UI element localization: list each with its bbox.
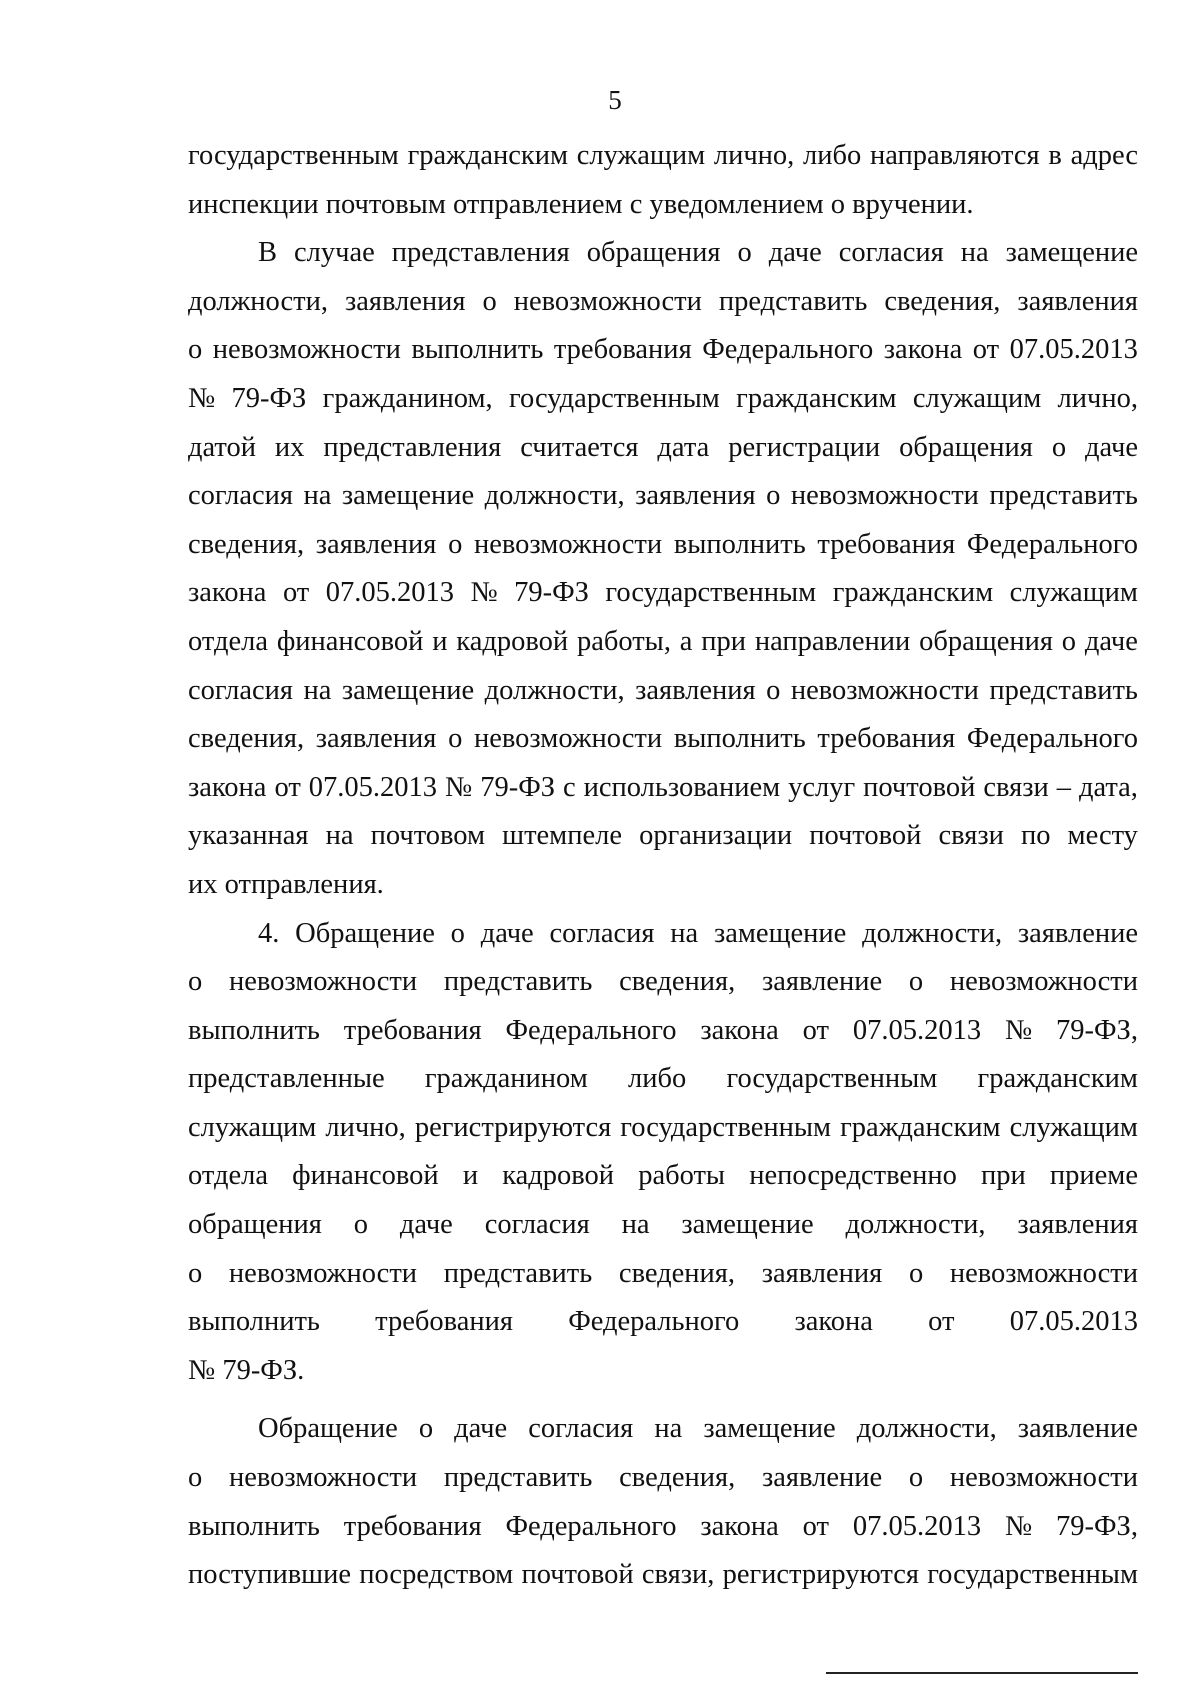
text-line xyxy=(188,278,1138,327)
line-word: на xyxy=(303,674,332,706)
line-word: согласия xyxy=(188,674,294,706)
line-word: невозможности xyxy=(949,1462,1138,1494)
line-word: заявления xyxy=(344,285,466,317)
line-word: Федерального xyxy=(568,1306,740,1338)
line-word: заявление xyxy=(1017,1413,1138,1445)
line-word: от xyxy=(972,334,1000,366)
line-word: требования xyxy=(343,1014,482,1046)
line-word: невозможности xyxy=(513,285,702,317)
line-word: 07.05.2013 xyxy=(852,1510,982,1542)
line-word: выполнить xyxy=(411,334,544,366)
line-word: № xyxy=(470,577,498,609)
line-word: служащим xyxy=(912,382,1042,414)
line-word: обращения xyxy=(899,431,1033,463)
line-word: о xyxy=(188,334,203,366)
text-line xyxy=(188,424,1138,473)
line-word: гражданским xyxy=(840,1111,1001,1143)
line-word: согласия xyxy=(188,480,294,512)
line-word: согласия xyxy=(528,1413,634,1445)
line-word: заявление xyxy=(762,966,883,998)
line-word: сведения, xyxy=(619,966,736,998)
line-word: № xyxy=(445,771,473,803)
text-line xyxy=(188,958,1138,1007)
line-word: сведения, xyxy=(619,1462,736,1494)
line-word: 07.05.2013 xyxy=(1009,1306,1138,1338)
line-word: даче xyxy=(480,917,534,949)
line-word: 79-ФЗ, xyxy=(1056,1510,1138,1542)
line-word: при xyxy=(980,1160,1026,1192)
line-word: регистрируются xyxy=(722,1559,919,1591)
line-word: 79-ФЗ xyxy=(514,577,589,609)
line-word: замещение xyxy=(341,674,475,706)
line-word: № 79-ФЗ. xyxy=(188,1354,305,1386)
line-word: № xyxy=(188,382,216,414)
line-word: даче xyxy=(399,1209,453,1241)
line-word: даче xyxy=(1084,431,1138,463)
line-word: 79-ФЗ xyxy=(480,771,555,803)
line-word: сведения, xyxy=(618,1257,736,1289)
line-word: должности, xyxy=(862,917,1003,949)
text-line xyxy=(188,1104,1138,1153)
line-word: почтовой xyxy=(521,1559,634,1591)
line-word: работы, xyxy=(576,625,671,657)
line-word: случае xyxy=(294,237,375,269)
line-word: о xyxy=(908,1462,924,1494)
line-word: поступившие xyxy=(188,1559,351,1591)
line-word: связи, xyxy=(641,1559,715,1591)
line-word: согласия xyxy=(484,1209,590,1241)
line-word: 07.05.2013 xyxy=(308,771,438,803)
line-word: финансовой xyxy=(276,625,424,657)
line-word: лично, xyxy=(325,1111,406,1143)
line-word: почтовой xyxy=(863,771,976,803)
line-word: от xyxy=(928,1306,955,1338)
text-line xyxy=(188,1551,1138,1600)
text-line xyxy=(188,521,1138,570)
text-line xyxy=(188,229,1138,278)
line-word: работы xyxy=(638,1160,726,1192)
line-word: о xyxy=(188,1257,203,1289)
text-line xyxy=(188,472,1138,521)
line-word: гражданином xyxy=(424,1063,588,1095)
line-word: о xyxy=(482,285,497,317)
line-word: представленные xyxy=(188,1063,385,1095)
line-word: государственным xyxy=(620,1111,832,1143)
line-word: и xyxy=(432,625,448,657)
line-word: представить xyxy=(989,480,1138,512)
line-word: заявления xyxy=(1017,1209,1138,1241)
text-line xyxy=(188,375,1138,424)
line-word: адрес xyxy=(1070,140,1138,171)
line-word: должности, xyxy=(484,674,625,706)
line-word: на xyxy=(325,820,354,852)
line-word: невозможности xyxy=(474,528,663,560)
text-line xyxy=(188,812,1138,861)
line-word: гражданином, xyxy=(322,382,493,414)
line-word: выполнить xyxy=(188,1306,320,1338)
line-word: о xyxy=(448,723,463,755)
line-word: указанная xyxy=(188,820,309,852)
line-word: Федерального xyxy=(966,723,1138,755)
line-word: 07.05.2013 xyxy=(852,1014,982,1046)
line-word: обращения xyxy=(919,625,1053,657)
line-word: 79-ФЗ, xyxy=(1056,1014,1138,1046)
line-word: посредством xyxy=(359,1559,514,1591)
line-word: требования xyxy=(817,723,956,755)
line-word: Федерального xyxy=(966,528,1138,560)
line-word: лично, xyxy=(1057,382,1138,414)
paragraph-gap xyxy=(188,1395,1138,1405)
line-word: закона xyxy=(188,577,267,609)
text-line xyxy=(188,1055,1138,1104)
line-word: о xyxy=(188,1462,203,1494)
line-word: – xyxy=(1056,771,1071,803)
line-word: направлении xyxy=(754,625,911,657)
line-word: требования xyxy=(375,1306,513,1338)
text-line xyxy=(188,1007,1138,1056)
line-word: представить xyxy=(718,285,868,317)
line-word: выполнить xyxy=(188,1014,320,1046)
line-word: закона xyxy=(188,771,267,803)
line-word: связи xyxy=(983,771,1049,803)
line-word: сведения, xyxy=(188,723,305,755)
line-word: государственным xyxy=(509,382,720,414)
line-word: на xyxy=(960,237,989,269)
line-word: от xyxy=(274,771,301,803)
text-line xyxy=(188,861,1138,910)
line-word: требования xyxy=(817,528,956,560)
line-word: услуг xyxy=(788,771,856,803)
line-word: невозможности xyxy=(949,966,1138,998)
line-word: представить xyxy=(443,966,593,998)
line-word: при xyxy=(701,625,747,657)
line-word: регистрируются xyxy=(414,1111,612,1143)
line-word: невозможности xyxy=(229,1462,418,1494)
line-word: согласия xyxy=(838,237,944,269)
line-word: а xyxy=(679,625,693,657)
line-word: о xyxy=(766,480,781,512)
line-word: требования xyxy=(343,1510,482,1542)
line-word: выполнить xyxy=(673,723,806,755)
line-word: замещение xyxy=(713,917,847,949)
text-line xyxy=(188,569,1138,618)
line-word: должности, xyxy=(188,285,328,317)
line-word: замещение xyxy=(703,1413,836,1445)
line-word: гражданским xyxy=(832,577,994,609)
line-word: о xyxy=(1061,625,1077,657)
text-line xyxy=(188,764,1138,813)
line-word: организации xyxy=(639,820,793,852)
line-word: должности, xyxy=(845,1209,986,1241)
line-word: кадровой xyxy=(502,1160,615,1192)
line-word: инспекции почтовым отправлением с уведомлением о вручении. xyxy=(188,188,974,220)
line-word: гражданским xyxy=(407,140,569,171)
line-word: государственным xyxy=(188,140,399,171)
line-word: регистрации xyxy=(728,431,881,463)
line-word: представить xyxy=(989,674,1138,706)
line-word: месту xyxy=(1067,820,1138,852)
line-word: Обращение xyxy=(295,917,435,949)
line-word: заявление xyxy=(762,1462,883,1494)
line-word: невозможности xyxy=(949,1257,1138,1289)
line-word: с xyxy=(562,771,576,803)
line-word: почтовом xyxy=(370,820,486,852)
line-word: невозможности xyxy=(228,1257,418,1289)
line-word: требования xyxy=(553,334,692,366)
line-word: выполнить xyxy=(188,1510,320,1542)
line-word: дата, xyxy=(1078,771,1138,803)
line-word: замещение xyxy=(681,1209,814,1241)
line-word: их отправления. xyxy=(188,868,384,900)
text-line xyxy=(188,1250,1138,1299)
line-word: невозможности xyxy=(790,480,979,512)
line-word: закона xyxy=(883,334,963,366)
line-word: на xyxy=(670,917,699,949)
line-word: от xyxy=(282,577,310,609)
line-word: либо xyxy=(628,1063,687,1095)
line-word: отдела xyxy=(188,625,268,657)
line-word: государственным xyxy=(605,577,817,609)
line-word: 4. xyxy=(258,917,280,949)
line-word: невозможности xyxy=(229,966,418,998)
line-word: использованием xyxy=(583,771,781,803)
line-word: и xyxy=(462,1160,479,1192)
line-word: даче xyxy=(454,1413,508,1445)
line-word: финансовой xyxy=(292,1160,439,1192)
line-word: служащим xyxy=(1009,577,1138,609)
line-word: служащим xyxy=(188,1111,317,1143)
line-word: о xyxy=(448,528,463,560)
line-word: на xyxy=(654,1413,683,1445)
line-word: их xyxy=(274,431,305,463)
line-word: о xyxy=(353,1209,368,1241)
text-line xyxy=(188,1152,1138,1201)
line-word: датой xyxy=(188,431,256,463)
line-word: обращения xyxy=(586,237,721,269)
line-word: о xyxy=(908,1257,924,1289)
line-word: заявление xyxy=(1017,917,1138,949)
line-word: 07.05.2013 xyxy=(1009,334,1138,366)
line-word: заявления xyxy=(635,480,756,512)
line-word: отдела xyxy=(188,1160,268,1192)
line-word: невозможности xyxy=(212,334,401,366)
line-word: должности, xyxy=(484,480,625,512)
line-word: представить xyxy=(443,1257,593,1289)
line-word: 79-ФЗ xyxy=(231,382,307,414)
line-word: о xyxy=(188,966,203,998)
line-word: № xyxy=(1004,1014,1033,1046)
line-word: заявления xyxy=(315,723,437,755)
line-word: согласия xyxy=(549,917,655,949)
line-word: о xyxy=(418,1413,434,1445)
line-word: приеме xyxy=(1049,1160,1138,1192)
line-word: о xyxy=(737,237,752,269)
line-word: государственным xyxy=(927,1559,1138,1591)
line-word: даче xyxy=(768,237,822,269)
line-word: представить xyxy=(443,1462,593,1494)
line-word: Федерального xyxy=(505,1014,677,1046)
line-word: штемпеле xyxy=(502,820,622,852)
line-word: сведения, xyxy=(884,285,1001,317)
line-word: № xyxy=(1004,1510,1033,1542)
line-word: замещение xyxy=(1005,237,1138,269)
line-word: гражданским xyxy=(977,1063,1138,1095)
line-word: лично, xyxy=(713,140,795,171)
line-word: от xyxy=(802,1510,830,1542)
text-line xyxy=(188,1201,1138,1250)
line-word: дата xyxy=(657,431,710,463)
line-word: заявления xyxy=(761,1257,883,1289)
line-word: либо xyxy=(803,140,862,171)
line-word: по xyxy=(1020,820,1051,852)
line-word: обращения xyxy=(188,1209,322,1241)
line-word: закона xyxy=(794,1306,873,1338)
line-word: непосредственно xyxy=(749,1160,957,1192)
text-line xyxy=(188,181,1138,230)
line-word: замещение xyxy=(341,480,475,512)
text-line xyxy=(188,1405,1138,1454)
line-word: в xyxy=(1048,140,1062,171)
line-word: о xyxy=(908,966,924,998)
line-word: гражданским xyxy=(736,382,897,414)
line-word: Федерального xyxy=(505,1510,677,1542)
text-line xyxy=(188,1298,1138,1347)
line-word: Федерального xyxy=(702,334,874,366)
line-word: государственным xyxy=(726,1063,938,1095)
line-word: невозможности xyxy=(790,674,979,706)
line-word: кадровой xyxy=(456,625,569,657)
line-word: служащим xyxy=(1009,1111,1138,1143)
text-line xyxy=(188,667,1138,716)
line-word: служащим xyxy=(576,140,706,171)
text-line xyxy=(188,910,1138,959)
document-body xyxy=(188,132,1138,1600)
line-word: закона xyxy=(700,1014,779,1046)
line-word: о xyxy=(1051,431,1067,463)
line-word: почтовой xyxy=(809,820,922,852)
line-word: считается xyxy=(520,431,639,463)
line-word: представления xyxy=(323,431,502,463)
line-word: заявления xyxy=(1017,285,1138,317)
line-word: от xyxy=(802,1014,830,1046)
line-word: Обращение xyxy=(258,1413,398,1445)
line-word: на xyxy=(621,1209,650,1241)
page-number: 5 xyxy=(608,85,622,115)
line-word: на xyxy=(303,480,332,512)
text-line xyxy=(188,715,1138,764)
text-line xyxy=(188,618,1138,667)
text-line xyxy=(188,1347,1138,1396)
line-word: выполнить xyxy=(673,528,806,560)
line-word: заявления xyxy=(315,528,437,560)
line-word: о xyxy=(766,674,781,706)
footer-rule xyxy=(826,1672,1138,1674)
line-word: В xyxy=(258,237,278,269)
line-word: представления xyxy=(391,237,570,269)
line-word: закона xyxy=(700,1510,779,1542)
line-word: 07.05.2013 xyxy=(325,577,454,609)
line-word: сведения, xyxy=(188,528,305,560)
text-line xyxy=(188,1503,1138,1552)
line-word: невозможности xyxy=(474,723,663,755)
line-word: о xyxy=(450,917,465,949)
line-word: заявления xyxy=(635,674,756,706)
line-word: связи xyxy=(938,820,1004,852)
line-word: даче xyxy=(1084,625,1138,657)
text-line xyxy=(188,132,1138,181)
line-word: направляются xyxy=(870,140,1040,171)
text-line xyxy=(188,1454,1138,1503)
text-line xyxy=(188,326,1138,375)
line-word: должности, xyxy=(856,1413,997,1445)
